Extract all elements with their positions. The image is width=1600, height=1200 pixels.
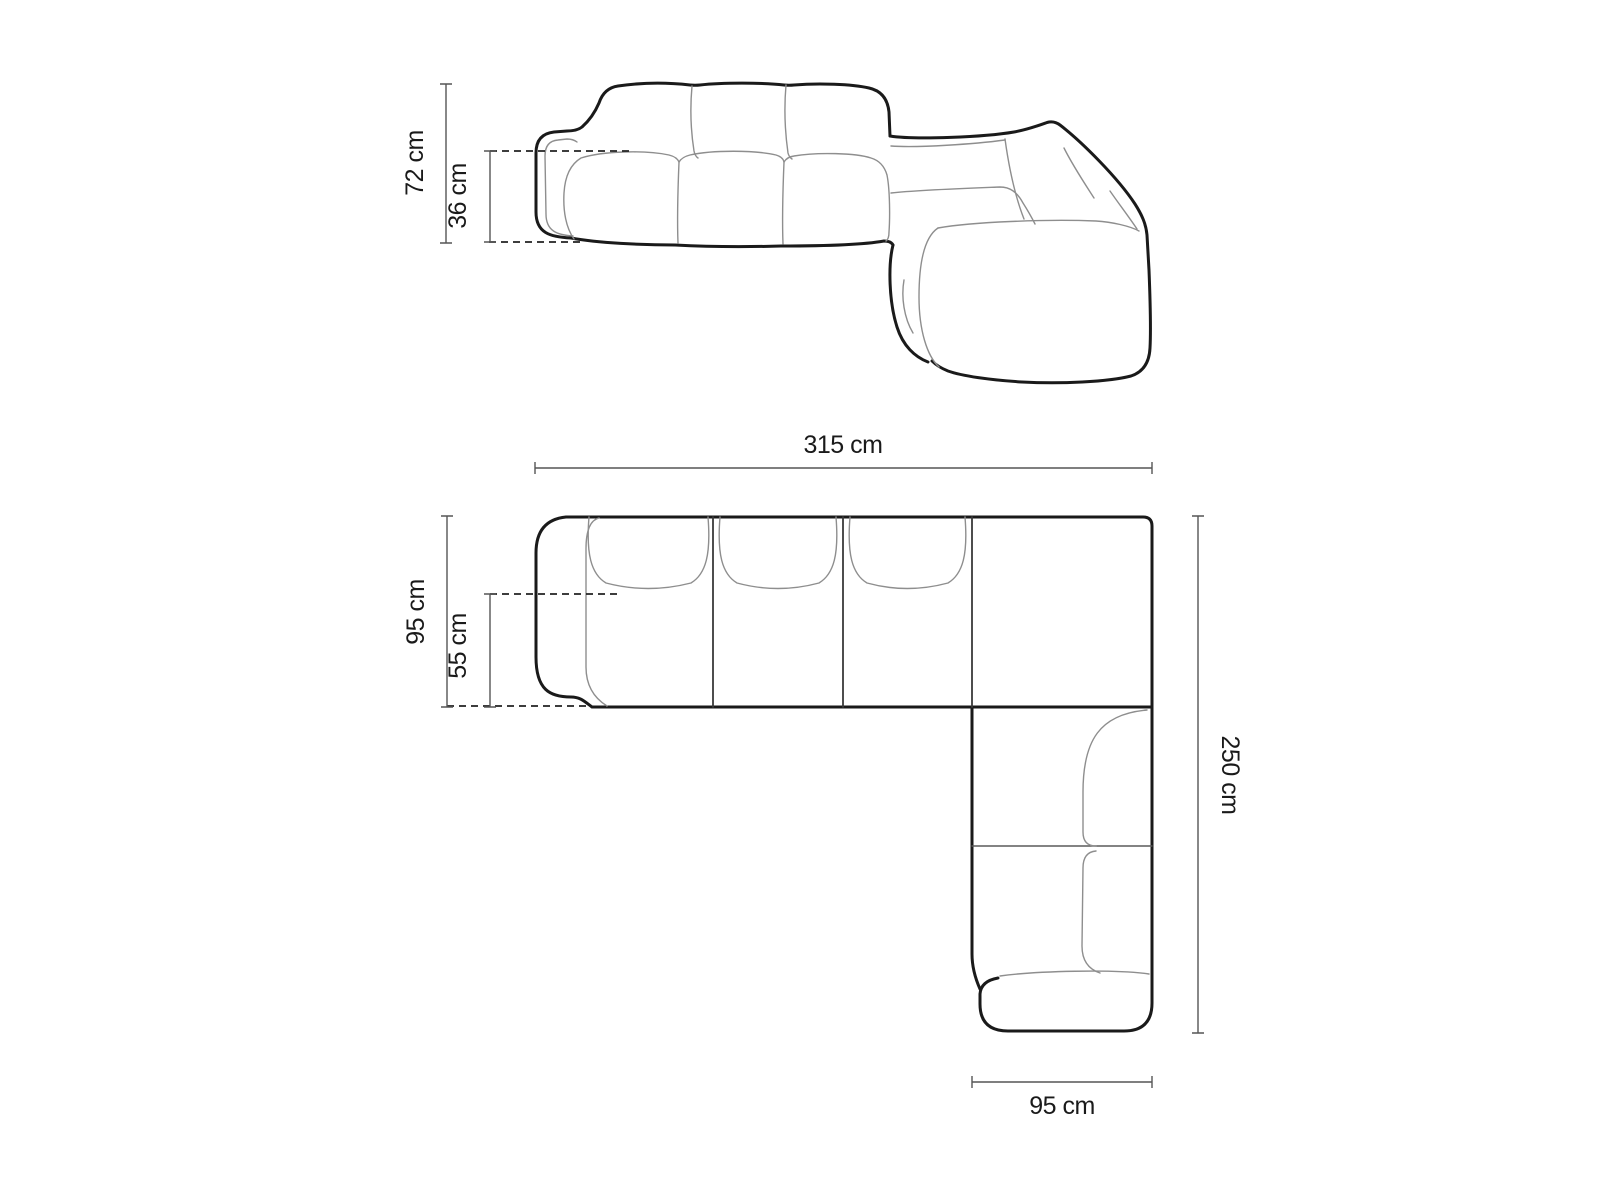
dimension-label-55: 55 cm bbox=[444, 613, 472, 679]
dimension-label-36: 36 cm bbox=[444, 163, 472, 229]
dimension-label-95-bottom: 95 cm bbox=[1029, 1092, 1095, 1120]
dimension-label-95-left: 95 cm bbox=[402, 579, 430, 645]
dimension-label-250: 250 cm bbox=[1216, 735, 1244, 815]
dimension-label-72: 72 cm bbox=[401, 130, 429, 196]
dimension-label-315: 315 cm bbox=[803, 431, 883, 459]
